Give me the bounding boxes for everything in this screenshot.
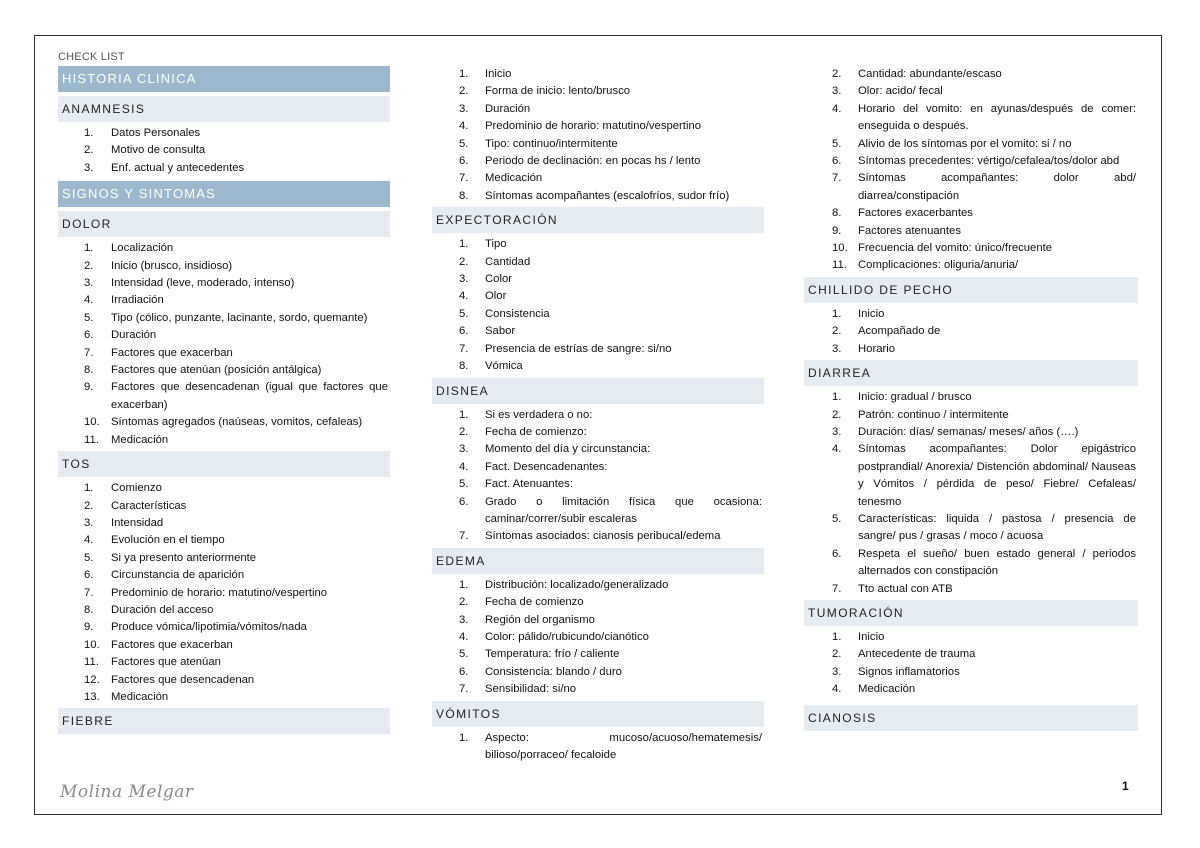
list-item bbox=[804, 306, 1138, 323]
list-number: 1. bbox=[832, 307, 842, 320]
list-item-text: Temperatura: frío / caliente bbox=[485, 648, 620, 661]
list-number: 4. bbox=[459, 460, 469, 473]
list-item bbox=[58, 602, 390, 619]
list-number: 10. bbox=[84, 416, 100, 429]
list-number: 1. bbox=[459, 68, 469, 80]
list-number: 5. bbox=[84, 551, 94, 564]
list-item-text: Aspecto: mucoso/acuoso/hematemesis/ bilioso/porraceo/ fecaloide bbox=[485, 731, 762, 761]
list-number: 3. bbox=[84, 277, 94, 290]
list-number: 1. bbox=[459, 578, 469, 591]
list-item bbox=[58, 585, 390, 602]
list-item bbox=[58, 327, 390, 344]
list-item-text: Síntomas agregados (naúseas, vomitos, cefaleas) bbox=[111, 416, 363, 429]
list-item bbox=[432, 528, 764, 545]
list-item-text: Horario del vomito: en ayunas/después de comer: enseguida o después. bbox=[858, 102, 1136, 133]
list-item-text: Región del organismo bbox=[485, 613, 595, 626]
list-number: 10. bbox=[84, 638, 100, 651]
list-item-text: Inicio bbox=[858, 307, 885, 320]
list-item-text: Inicio bbox=[485, 68, 512, 80]
list-number: 8. bbox=[832, 207, 842, 220]
list-item bbox=[804, 424, 1138, 441]
anamnesis-list bbox=[58, 125, 390, 177]
list-item bbox=[432, 236, 764, 253]
list-number: 1. bbox=[832, 391, 842, 404]
diarrea-heading: DIARREA bbox=[804, 360, 1138, 386]
list-number: 5. bbox=[459, 648, 469, 661]
list-number: 11. bbox=[832, 259, 847, 272]
list-item-text: Fact. Atenuantes: bbox=[485, 478, 573, 491]
list-item-text: Duración: días/ semanas/ meses/ años (….) bbox=[858, 425, 1079, 438]
list-item bbox=[432, 323, 764, 340]
list-item-text: Motivo de consulta bbox=[111, 144, 206, 157]
list-item-text: Horario bbox=[858, 342, 896, 355]
list-item bbox=[58, 619, 390, 636]
vomitos-list-part1 bbox=[432, 730, 764, 765]
list-item bbox=[804, 629, 1138, 646]
expectoracion-list bbox=[432, 236, 764, 375]
list-item-text: Si ya presento anteriormente bbox=[111, 551, 257, 564]
chillido-list bbox=[804, 306, 1138, 358]
list-item bbox=[432, 288, 764, 305]
list-item bbox=[432, 83, 764, 100]
list-item-text: Olor: acido/ fecal bbox=[858, 85, 943, 98]
list-item bbox=[432, 306, 764, 323]
list-item bbox=[804, 323, 1138, 340]
list-item bbox=[804, 646, 1138, 663]
list-number: 2. bbox=[832, 325, 842, 338]
list-item-text: Complicaciones: oliguria/anuria/ bbox=[858, 259, 1019, 272]
list-number: 9. bbox=[84, 621, 94, 634]
list-item-text: Predominio de horario: matutino/vespertino bbox=[111, 586, 328, 599]
list-number: 4. bbox=[84, 534, 94, 547]
list-item-text: Inicio bbox=[858, 630, 885, 643]
list-item-text: Alivio de los síntomas por el vomito: si / no bbox=[858, 137, 1072, 150]
list-item bbox=[432, 118, 764, 135]
list-item bbox=[804, 681, 1138, 698]
list-number: 5. bbox=[832, 512, 842, 525]
list-number: 6. bbox=[459, 665, 469, 678]
list-item bbox=[804, 511, 1138, 546]
list-item-text: Fecha de comienzo: bbox=[485, 425, 587, 438]
list-item bbox=[58, 310, 390, 327]
list-item-text: Inicio (brusco, insidioso) bbox=[111, 259, 233, 272]
list-item bbox=[432, 254, 764, 271]
list-number: 11. bbox=[84, 656, 99, 669]
list-number: 4. bbox=[459, 630, 469, 643]
list-number: 7. bbox=[84, 586, 94, 599]
list-item bbox=[58, 432, 390, 449]
list-number: 8. bbox=[459, 189, 469, 202]
list-item bbox=[432, 459, 764, 476]
list-item bbox=[804, 170, 1138, 205]
list-item bbox=[58, 258, 390, 275]
list-item bbox=[432, 494, 764, 529]
list-item bbox=[432, 136, 764, 153]
list-number: 8. bbox=[84, 603, 94, 616]
list-item-text: Duración bbox=[485, 102, 531, 115]
list-number: 6. bbox=[459, 325, 469, 338]
list-item bbox=[432, 730, 764, 765]
list-item-text: Si es verdadera o no: bbox=[485, 408, 593, 421]
list-number: 1. bbox=[84, 127, 94, 139]
list-item-text: Factores que exacerban bbox=[111, 346, 233, 359]
list-number: 5. bbox=[459, 307, 469, 320]
list-number: 2. bbox=[84, 259, 94, 272]
list-number: 13. bbox=[84, 690, 100, 703]
list-number: 3. bbox=[459, 102, 469, 115]
list-number: 1. bbox=[459, 731, 469, 744]
list-item-text: Duración del acceso bbox=[111, 603, 214, 616]
list-item-text: Predominio de horario: matutino/vespertino bbox=[485, 120, 702, 133]
list-item bbox=[58, 292, 390, 309]
fiebre-heading: FIEBRE bbox=[58, 708, 390, 734]
list-number: 5. bbox=[832, 137, 842, 150]
list-number: 5. bbox=[459, 137, 469, 150]
list-item-text: Enf. actual y antecedentes bbox=[111, 161, 245, 174]
list-item-text: Consistencia: blando / duro bbox=[485, 665, 622, 678]
list-item-text: Circunstancia de aparición bbox=[111, 569, 245, 582]
list-number: 4. bbox=[459, 290, 469, 303]
list-item-text: Tipo (cólico, punzante, lacinante, sordo, quemante) bbox=[111, 311, 368, 324]
list-item-text: Factores que exacerban bbox=[111, 638, 233, 651]
anamnesis-heading: ANAMNESIS bbox=[58, 96, 390, 122]
list-number: 7. bbox=[832, 172, 842, 185]
list-item bbox=[58, 532, 390, 549]
list-item bbox=[804, 389, 1138, 406]
list-item bbox=[432, 66, 764, 83]
list-item bbox=[58, 414, 390, 431]
list-item-text: Irradiación bbox=[111, 294, 164, 307]
list-number: 7. bbox=[459, 683, 469, 696]
list-number: 6. bbox=[832, 547, 842, 560]
list-item bbox=[58, 567, 390, 584]
list-number: 1. bbox=[832, 630, 842, 643]
list-item bbox=[804, 66, 1138, 83]
list-item-text: Síntomas acompañantes: dolor abd/ diarrea/constipación bbox=[858, 172, 1136, 202]
list-item-text: Factores que atenúan (posición antálgica) bbox=[111, 364, 322, 377]
page-number: 1 bbox=[1122, 779, 1129, 793]
list-number: 11. bbox=[84, 433, 99, 446]
list-number: 7. bbox=[459, 530, 469, 543]
checklist-label: CHECK LIST bbox=[58, 51, 125, 63]
list-number: 4. bbox=[84, 294, 94, 307]
column-3 bbox=[804, 66, 1138, 734]
vomitos-heading: VÓMITOS bbox=[432, 701, 764, 727]
disnea-list bbox=[432, 407, 764, 546]
list-number: 4. bbox=[832, 683, 842, 696]
list-number: 12. bbox=[84, 673, 100, 686]
list-item-text: Características bbox=[111, 499, 187, 512]
list-item-text: Presencia de estrías de sangre: si/no bbox=[485, 342, 672, 355]
list-item bbox=[432, 629, 764, 646]
list-item-text: Intensidad bbox=[111, 516, 164, 529]
list-item bbox=[58, 362, 390, 379]
list-number: 9. bbox=[832, 224, 842, 237]
list-item bbox=[804, 581, 1138, 598]
list-item-text: Patrón: continuo / intermitente bbox=[858, 408, 1009, 421]
list-item bbox=[804, 83, 1138, 100]
list-item bbox=[432, 681, 764, 698]
list-number: 2. bbox=[832, 408, 842, 421]
list-item bbox=[58, 125, 390, 142]
list-number: 5. bbox=[84, 311, 94, 324]
list-item bbox=[804, 223, 1138, 240]
list-number: 10. bbox=[832, 242, 848, 255]
list-number: 1. bbox=[84, 242, 94, 255]
list-item-text: Duración bbox=[111, 329, 157, 342]
list-item bbox=[58, 345, 390, 362]
list-item-text: Factores que desencadenan (igual que factores que exacerban) bbox=[111, 381, 388, 411]
column-2 bbox=[432, 66, 764, 764]
list-item bbox=[432, 424, 764, 441]
list-item bbox=[804, 546, 1138, 581]
cianosis-heading: CIANOSIS bbox=[804, 705, 1138, 731]
list-number: 6. bbox=[832, 155, 842, 168]
list-number: 3. bbox=[832, 85, 842, 98]
list-item-text: Consistencia bbox=[485, 307, 550, 320]
list-number: 4. bbox=[832, 102, 842, 115]
list-item-text: Síntomas acompañantes: Dolor epigástrico postprandial/ Anorexia/ Distención abdominal/ Nauseas y Vómitos / pérdida de peso/ Fiebre/ Cefaleas/ tenesmo bbox=[858, 443, 1136, 508]
list-item-text: Intensidad (leve, moderado, intenso) bbox=[111, 277, 295, 290]
historia-clinica-heading: HISTORIA CLINICA bbox=[58, 66, 390, 92]
list-item bbox=[432, 612, 764, 629]
edema-heading: EDEMA bbox=[432, 548, 764, 574]
tumoracion-heading: TUMORACIÓN bbox=[804, 600, 1138, 626]
list-item-text: Signos inflamatorios bbox=[858, 665, 960, 678]
list-number: 2. bbox=[459, 85, 469, 98]
fiebre-list bbox=[432, 66, 764, 205]
list-number: 8. bbox=[84, 364, 94, 377]
list-item-text: Fecha de comienzo bbox=[485, 596, 584, 609]
list-item-text: Cantidad: abundante/escaso bbox=[858, 68, 1002, 80]
list-item-text: Medicación bbox=[111, 433, 169, 446]
list-item-text: Medicación bbox=[111, 690, 169, 703]
signos-sintomas-heading: SIGNOS Y SINTOMAS bbox=[58, 181, 390, 207]
list-item bbox=[432, 271, 764, 288]
list-item bbox=[804, 205, 1138, 222]
list-item bbox=[58, 637, 390, 654]
list-number: 3. bbox=[84, 161, 94, 174]
list-number: 4. bbox=[459, 120, 469, 133]
list-item-text: Respeta el sueño/ buen estado general / periodos alternados con constipación bbox=[858, 547, 1136, 578]
list-number: 3. bbox=[832, 425, 842, 438]
list-item-text: Distribución: localizado/generalizado bbox=[485, 578, 669, 591]
list-item-text: Frecuencia del vomito: único/frecuente bbox=[858, 242, 1053, 255]
list-item-text: Medicación bbox=[858, 683, 916, 696]
list-item bbox=[804, 153, 1138, 170]
list-number: 4. bbox=[832, 443, 842, 456]
list-item bbox=[432, 594, 764, 611]
list-item-text: Síntomas precedentes: vértigo/cefalea/tos/dolor abd bbox=[858, 155, 1120, 168]
list-item-text: Comienzo bbox=[111, 482, 162, 495]
list-item-text: Características: liquida / pastosa / presencia de sangre/ pus / grasas / moco / acuosa bbox=[858, 512, 1136, 543]
list-item-text: Color bbox=[485, 273, 512, 286]
list-item bbox=[432, 646, 764, 663]
list-number: 1. bbox=[459, 238, 469, 251]
list-number: 2. bbox=[832, 68, 842, 80]
list-item bbox=[804, 136, 1138, 153]
list-item-text: Sabor bbox=[485, 325, 516, 338]
list-item-text: Forma de inicio: lento/brusco bbox=[485, 85, 631, 98]
list-item-text: Grado o limitación física que ocasiona: caminar/correr/subir escaleras bbox=[485, 495, 762, 525]
list-item-text: Evolución en el tiempo bbox=[111, 534, 225, 547]
list-item-text: Síntomas acompañantes (escalofríos, sudor frío) bbox=[485, 189, 730, 202]
vomitos-list-part2 bbox=[804, 66, 1138, 275]
list-item bbox=[58, 654, 390, 671]
dolor-heading: DOLOR bbox=[58, 211, 390, 237]
list-number: 7. bbox=[832, 582, 842, 595]
list-item bbox=[432, 358, 764, 375]
list-number: 2. bbox=[84, 144, 94, 157]
list-item bbox=[58, 142, 390, 159]
list-number: 7. bbox=[459, 172, 469, 185]
list-item-text: Tto actual con ATB bbox=[858, 582, 953, 595]
tumoracion-list bbox=[804, 629, 1138, 699]
list-item bbox=[432, 188, 764, 205]
list-item bbox=[432, 577, 764, 594]
list-item-text: Vómica bbox=[485, 360, 523, 373]
list-item bbox=[432, 341, 764, 358]
expectoracion-heading: EXPECTORACIÓN bbox=[432, 207, 764, 233]
list-number: 6. bbox=[84, 569, 94, 582]
list-item bbox=[58, 240, 390, 257]
list-item bbox=[804, 101, 1138, 136]
list-item bbox=[804, 407, 1138, 424]
list-item bbox=[58, 480, 390, 497]
list-number: 5. bbox=[459, 478, 469, 491]
list-item bbox=[432, 664, 764, 681]
list-item-text: Datos Personales bbox=[111, 127, 201, 139]
list-number: 3. bbox=[459, 273, 469, 286]
list-number: 6. bbox=[84, 329, 94, 342]
list-item-text: Inicio: gradual / brusco bbox=[858, 391, 972, 404]
list-item bbox=[432, 153, 764, 170]
list-item-text: Momento del día y circunstancia: bbox=[485, 443, 651, 456]
list-item-text: Fact. Desencadenantes: bbox=[485, 460, 608, 473]
list-item bbox=[58, 689, 390, 706]
list-number: 3. bbox=[832, 342, 842, 355]
list-number: 8. bbox=[459, 360, 469, 373]
list-item-text: Localización bbox=[111, 242, 174, 255]
list-item bbox=[804, 240, 1138, 257]
list-number: 3. bbox=[84, 516, 94, 529]
list-item-text: Antecedente de trauma bbox=[858, 648, 976, 661]
list-item bbox=[58, 379, 390, 414]
list-number: 2. bbox=[832, 648, 842, 661]
list-item bbox=[58, 515, 390, 532]
diarrea-list bbox=[804, 389, 1138, 598]
list-item-text: Factores que desencadenan bbox=[111, 673, 255, 686]
list-item bbox=[58, 275, 390, 292]
list-item bbox=[432, 170, 764, 187]
list-item-text: Olor bbox=[485, 290, 507, 303]
list-item-text: Tipo bbox=[485, 238, 507, 251]
list-number: 2. bbox=[459, 255, 469, 268]
list-item bbox=[58, 498, 390, 515]
list-number: 3. bbox=[832, 665, 842, 678]
edema-list bbox=[432, 577, 764, 699]
list-number: 9. bbox=[84, 381, 94, 394]
list-item-text: Periodo de declinación: en pocas hs / lento bbox=[485, 155, 701, 168]
list-item-text: Factores atenuantes bbox=[858, 224, 961, 237]
list-number: 2. bbox=[459, 596, 469, 609]
list-number: 3. bbox=[459, 613, 469, 626]
list-number: 1. bbox=[459, 408, 469, 421]
list-number: 2. bbox=[459, 425, 469, 438]
list-item-text: Produce vómica/lipotimia/vómitos/nada bbox=[111, 621, 307, 634]
list-item bbox=[432, 441, 764, 458]
list-item bbox=[804, 257, 1138, 274]
list-number: 6. bbox=[459, 155, 469, 168]
list-item-text: Síntomas asociados: cianosis peribucal/edema bbox=[485, 530, 721, 543]
list-item bbox=[804, 664, 1138, 681]
tos-list bbox=[58, 480, 390, 706]
list-number: 2. bbox=[84, 499, 94, 512]
list-item-text: Color: pálido/rubicundo/cianótico bbox=[485, 630, 649, 643]
chillido-heading: CHILLIDO DE PECHO bbox=[804, 277, 1138, 303]
list-item bbox=[58, 550, 390, 567]
list-item bbox=[58, 160, 390, 177]
tos-heading: TOS bbox=[58, 451, 390, 477]
list-number: 6. bbox=[459, 495, 469, 508]
author-signature: Molina Melgar bbox=[60, 782, 194, 802]
list-item-text: Factores que atenúan bbox=[111, 656, 221, 669]
list-item bbox=[804, 441, 1138, 511]
list-item-text: Cantidad bbox=[485, 255, 531, 268]
list-item-text: Sensibilidad: si/no bbox=[485, 683, 577, 696]
list-number: 3. bbox=[459, 443, 469, 456]
column-1 bbox=[58, 50, 390, 737]
list-item-text: Acompañado de bbox=[858, 325, 941, 338]
list-number: 7. bbox=[84, 346, 94, 359]
list-item bbox=[58, 672, 390, 689]
list-item bbox=[432, 101, 764, 118]
list-number: 1. bbox=[84, 482, 94, 495]
disnea-heading: DISNEA bbox=[432, 378, 764, 404]
dolor-list bbox=[58, 240, 390, 449]
list-item-text: Factores exacerbantes bbox=[858, 207, 973, 220]
list-number: 7. bbox=[459, 342, 469, 355]
list-item-text: Medicación bbox=[485, 172, 543, 185]
list-item-text: Tipo: continuo/intermitente bbox=[485, 137, 618, 150]
list-item bbox=[432, 476, 764, 493]
list-item bbox=[804, 341, 1138, 358]
list-item bbox=[432, 407, 764, 424]
